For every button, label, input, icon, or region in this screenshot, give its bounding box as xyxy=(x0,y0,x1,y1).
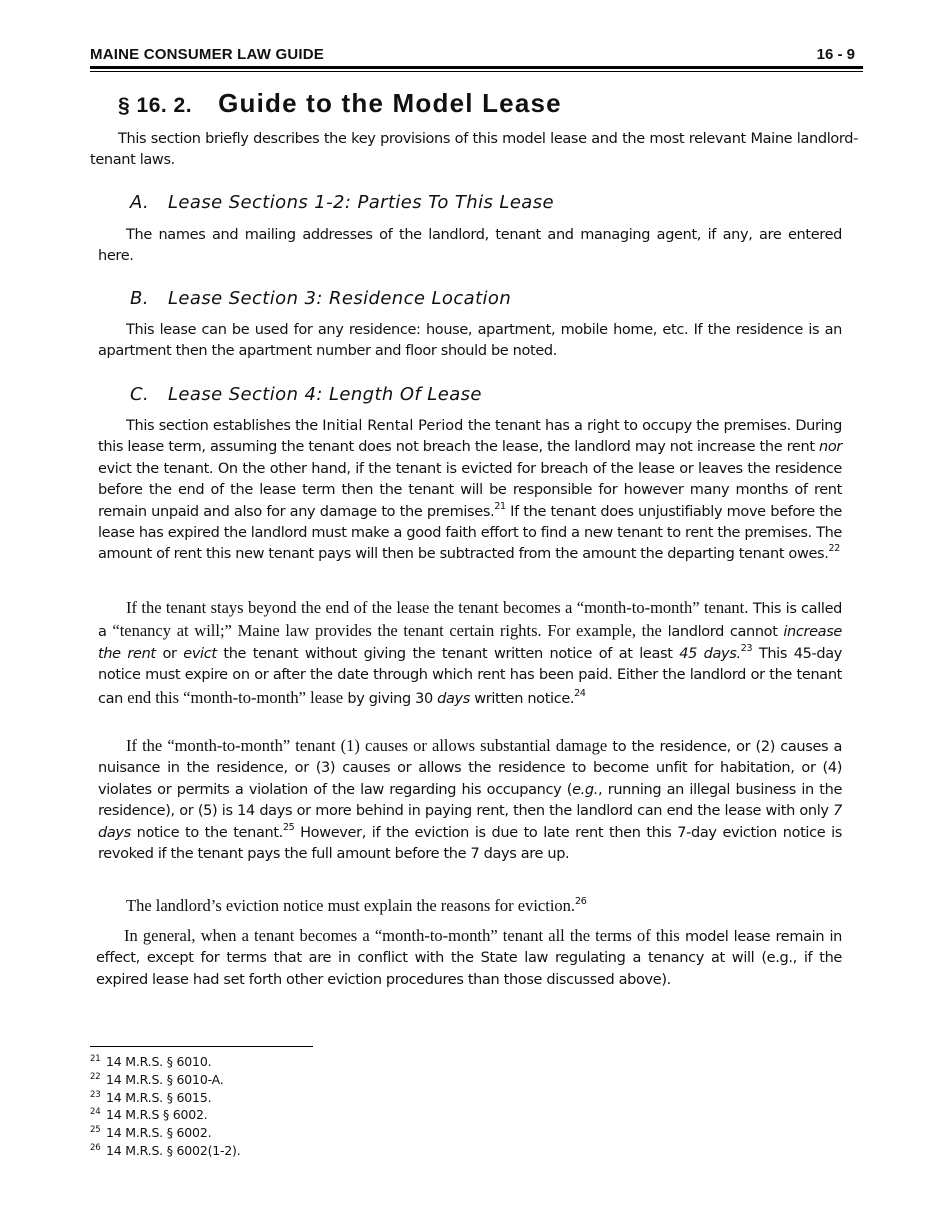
footnote: 24 14 M.R.S § 6002. xyxy=(90,1107,208,1123)
footnote-text: 14 M.R.S. § 6002(1-2). xyxy=(106,1142,241,1158)
footnote: 22 14 M.R.S. § 6010-A. xyxy=(90,1071,224,1087)
footnote-ref: 25 xyxy=(282,821,295,833)
subsection-title: Lease Section 4: Length Of Lease xyxy=(168,384,482,405)
footnote-text: 14 M.R.S § 6002. xyxy=(106,1107,208,1123)
subsection-heading-b xyxy=(130,288,511,309)
footnote-text: 14 M.R.S. § 6010-A. xyxy=(106,1071,224,1087)
text-run: If the tenant does unjustifiably move before the lease has expired the landlord must make a good faith effort to find a new tenant to rent the premises. The amount of rent this new tenant pays will then be subtracted from the amount the departing tenant owes. xyxy=(98,503,842,563)
emphasis: 45 days. xyxy=(679,645,741,662)
defined-term: Initial Rental Period xyxy=(322,418,464,434)
header-rule-thick xyxy=(90,66,863,69)
text-run: This section establishes the xyxy=(126,418,323,434)
footnote-separator xyxy=(90,1046,313,1047)
subsection-letter: B. xyxy=(130,288,149,309)
section-number: § 16. 2. xyxy=(118,94,193,117)
subsection-title: Lease Sections 1-2: Parties To This Lease xyxy=(168,192,554,213)
footnote: 21 14 M.R.S. § 6010. xyxy=(90,1054,212,1069)
footnote: 23 14 M.R.S. § 6015. xyxy=(90,1089,212,1105)
text-run: by giving 30 xyxy=(343,690,438,707)
text-run: , running an illegal business in the residence), or (5) is 14 days or more behind in paying rent, then the landlord can end the lease with only xyxy=(98,781,843,820)
subsection-title: Lease Section 3: Residence Location xyxy=(168,288,512,309)
emphasis: evict xyxy=(183,645,217,662)
emphasis: nor xyxy=(819,439,842,456)
footnotes xyxy=(90,1053,241,1160)
intro-paragraph: This section briefly describes the key provisions of this model lease and the most relevant Maine landlord-tenant laws. xyxy=(90,131,858,169)
text-run: the tenant has a right to occupy the premises. During this lease term, assuming the tenant does not breach the lease, the landlord may not increase the rent xyxy=(98,418,842,456)
text-run: However, if the eviction is due to late rent then this 7-day eviction notice is revoked if the tenant pays the full amount before the 7 days are up. xyxy=(98,824,842,863)
text-run: evict the tenant. On the other hand, if the tenant is evicted for breach of the lease or leaves the residence before the end of the lease term then the tenant will be responsible for however many months of rent remain unpaid and also for any damage to the premises. xyxy=(98,460,842,520)
footnote-ref: 23 xyxy=(740,642,753,654)
text-run: If the tenant stays beyond the end of the lease the tenant becomes a “month-to-month” tenant. xyxy=(126,598,749,617)
text-run: the tenant without giving the tenant written notice of at least xyxy=(216,645,680,662)
text-run: “tenancy at will;” Maine law provides the tenant certain rights. For example, the xyxy=(112,621,662,641)
text-run: model lease remain in effect, except for terms that are in conflict with the State law regulating a tenancy at will (e.g., if the expired lease had set forth other eviction procedures than those discussed above). xyxy=(96,929,842,988)
section-heading xyxy=(118,88,562,119)
footnote-text: 14 M.R.S. § 6015. xyxy=(106,1089,212,1105)
subsection-heading-a xyxy=(130,192,554,213)
text-run: notice to the tenant. xyxy=(130,824,283,841)
paragraph-c5 xyxy=(96,925,842,991)
paragraph-c1 xyxy=(98,416,842,566)
text-run: end this “month-to-month” lease xyxy=(127,687,344,707)
section-title: Guide to the Model Lease xyxy=(218,88,562,118)
footnote: 26 14 M.R.S. § 6002(1-2). xyxy=(90,1142,241,1158)
text-run: This is called a xyxy=(98,601,842,641)
footnote-ref: 21 xyxy=(494,500,506,512)
footnote: 25 14 M.R.S. § 6002. xyxy=(90,1125,212,1141)
text-run: to the residence, or (2) causes a nuisance in the residence, or (3) causes or allows the residence to become unfit for habitation, or (4) violates or permits a violation of the law regarding his occupancy ( xyxy=(98,739,842,798)
header-title: MAINE CONSUMER LAW GUIDE xyxy=(90,46,324,63)
footnote-text: 14 M.R.S. § 6010. xyxy=(106,1054,212,1069)
paragraph-c4 xyxy=(98,895,842,918)
emphasis: increase the rent xyxy=(98,624,842,662)
header-rule-thin xyxy=(90,71,863,72)
running-header xyxy=(90,44,863,68)
text-run: or xyxy=(155,645,184,662)
footnote-text: 14 M.R.S. § 6002. xyxy=(106,1125,212,1141)
paragraph-c3 xyxy=(98,735,842,865)
text-run: If the “month-to-month” tenant (1) causes or allows substantial damage xyxy=(126,736,608,755)
subsection-letter: A. xyxy=(130,192,150,213)
emphasis: days xyxy=(437,690,470,707)
text-run: In general, when a tenant becomes a “month-to-month” tenant all the terms of this xyxy=(124,926,680,945)
text-run: written notice. xyxy=(469,690,575,707)
emphasis: e.g. xyxy=(572,781,599,798)
paragraph-b: This lease can be used for any residence: house, apartment, mobile home, etc. If the residence is an apartment then the apartment number and floor should be noted. xyxy=(98,322,842,360)
page-number: 16 - 9 xyxy=(816,46,855,63)
subsection-heading-c xyxy=(130,384,482,405)
text-run: This 45-day notice must expire on or after the date through which rent has been paid. Either the landlord or the tenant can xyxy=(98,645,842,707)
paragraph-c2 xyxy=(98,597,842,710)
footnote-ref: 26 xyxy=(575,896,587,907)
footnote-ref: 24 xyxy=(574,687,586,699)
footnote-ref: 22 xyxy=(828,543,840,555)
subsection-letter: C. xyxy=(130,384,150,405)
emphasis: 7 days xyxy=(98,803,842,841)
text-run: landlord cannot xyxy=(661,624,784,641)
text-run: The landlord’s eviction notice must explain the reasons for eviction. xyxy=(126,896,576,915)
paragraph-a: The names and mailing addresses of the landlord, tenant and managing agent, if any, are entered here. xyxy=(98,227,842,265)
